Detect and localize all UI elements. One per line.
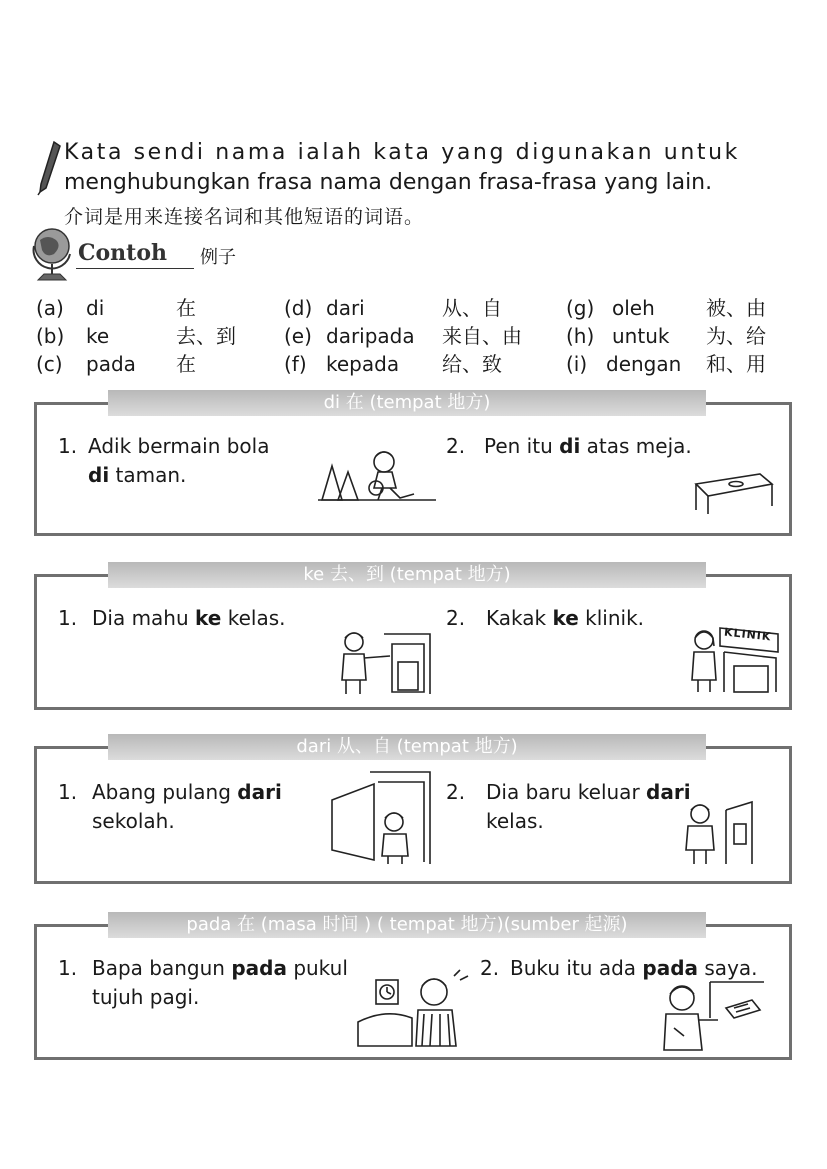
contoh-subtitle: 例子 bbox=[200, 247, 236, 268]
boy-leaving-class-illustration bbox=[680, 800, 772, 866]
example-letter: (f) bbox=[284, 352, 307, 376]
preposition-bold: di bbox=[88, 463, 110, 487]
example-meaning: 从、自 bbox=[442, 296, 502, 320]
intro-line-2: menghubungkan frasa nama dengan frasa-frasa yang lain. bbox=[64, 170, 713, 195]
sentence-text: kelas. bbox=[227, 606, 286, 630]
example-meaning: 去、到 bbox=[176, 324, 236, 348]
boy-with-book-illustration bbox=[660, 978, 768, 1052]
preposition-bold: dari bbox=[237, 780, 282, 804]
boy-playing-ball-illustration bbox=[318, 446, 436, 502]
sentence-text: Bapa bangun bbox=[92, 956, 225, 980]
sentence-text: Buku itu ada bbox=[510, 956, 637, 980]
sentence-text: Dia baru keluar bbox=[486, 780, 640, 804]
section-header-ke: ke 去、到 (tempat 地方) bbox=[108, 562, 706, 588]
sentence-num: 1. bbox=[58, 780, 78, 804]
sentence-1 bbox=[92, 604, 285, 633]
sentence-num: 2. bbox=[480, 956, 500, 980]
example-letter: (h) bbox=[566, 324, 595, 348]
sentence-text: pukul tujuh pagi. bbox=[92, 956, 348, 1009]
example-word: untuk bbox=[612, 324, 670, 348]
pen-icon bbox=[36, 140, 62, 196]
example-meaning: 给、致 bbox=[442, 352, 502, 376]
example-word: oleh bbox=[612, 296, 655, 320]
contoh-title: Contoh bbox=[78, 240, 168, 266]
intro-line-3: 介词是用来连接名词和其他短语的词语。 bbox=[64, 206, 425, 228]
example-meaning: 被、由 bbox=[706, 296, 766, 320]
section-header-pada: pada 在 (masa 时间 ) ( tempat 地方)(sumber 起源) bbox=[108, 912, 706, 938]
preposition-bold: di bbox=[559, 434, 581, 458]
sentence-num: 2. bbox=[446, 606, 466, 630]
example-letter: (e) bbox=[284, 324, 312, 348]
father-waking-up-illustration bbox=[356, 968, 472, 1048]
klinik-sign: KLINIK bbox=[723, 625, 773, 644]
sentence-text: kelas. bbox=[486, 809, 544, 833]
preposition-bold: ke bbox=[195, 606, 222, 630]
sentence-num: 1. bbox=[58, 434, 78, 458]
section-header-dari: dari 从、自 (tempat 地方) bbox=[108, 734, 706, 760]
boy-leaving-school-illustration bbox=[330, 770, 434, 866]
example-meaning: 和、用 bbox=[706, 352, 766, 376]
example-letter: (i) bbox=[566, 352, 588, 376]
table-with-pen-illustration bbox=[690, 470, 776, 516]
example-word: kepada bbox=[326, 352, 400, 376]
example-word: dengan bbox=[606, 352, 682, 376]
example-letter: (c) bbox=[36, 352, 63, 376]
sentence-text: atas meja. bbox=[586, 434, 692, 458]
example-letter: (a) bbox=[36, 296, 64, 320]
example-word: daripada bbox=[326, 324, 415, 348]
example-word: di bbox=[86, 296, 105, 320]
example-meaning: 在 bbox=[176, 352, 196, 376]
example-meaning: 来自、由 bbox=[442, 324, 522, 348]
example-meaning: 在 bbox=[176, 296, 196, 320]
sentence-text: taman. bbox=[115, 463, 187, 487]
contoh-underline bbox=[76, 268, 194, 269]
preposition-bold: pada bbox=[642, 956, 699, 980]
sentence-text: Abang pulang bbox=[92, 780, 231, 804]
sentence-text: Dia mahu bbox=[92, 606, 189, 630]
sentence-text: Adik bermain bola bbox=[88, 434, 270, 458]
globe-icon bbox=[30, 224, 76, 282]
preposition-bold: dari bbox=[646, 780, 691, 804]
sentence-num: 1. bbox=[58, 606, 78, 630]
example-word: pada bbox=[86, 352, 136, 376]
sentence-text: klinik. bbox=[585, 606, 645, 630]
example-word: ke bbox=[86, 324, 110, 348]
example-letter: (g) bbox=[566, 296, 595, 320]
sentence-text: Pen itu bbox=[484, 434, 553, 458]
preposition-bold: ke bbox=[552, 606, 579, 630]
example-word: dari bbox=[326, 296, 365, 320]
boy-entering-class-illustration bbox=[332, 626, 432, 696]
sentence-2 bbox=[484, 432, 692, 461]
section-header-di: di 在 (tempat 地方) bbox=[108, 390, 706, 416]
sentence-1 bbox=[88, 432, 318, 490]
example-meaning: 为、给 bbox=[706, 324, 766, 348]
sentence-1 bbox=[92, 778, 322, 836]
sentence-text: sekolah. bbox=[92, 809, 175, 833]
example-letter: (b) bbox=[36, 324, 65, 348]
intro-line-1: Kata sendi nama ialah kata yang digunakan untuk bbox=[64, 140, 741, 165]
sentence-text: Kakak bbox=[486, 606, 547, 630]
sentence-num: 1. bbox=[58, 956, 78, 980]
sentence-num: 2. bbox=[446, 434, 466, 458]
sentence-2 bbox=[486, 604, 644, 633]
sentence-num: 2. bbox=[446, 780, 466, 804]
example-letter: (d) bbox=[284, 296, 313, 320]
preposition-bold: pada bbox=[231, 956, 287, 980]
sentence-text: saya. bbox=[704, 956, 758, 980]
